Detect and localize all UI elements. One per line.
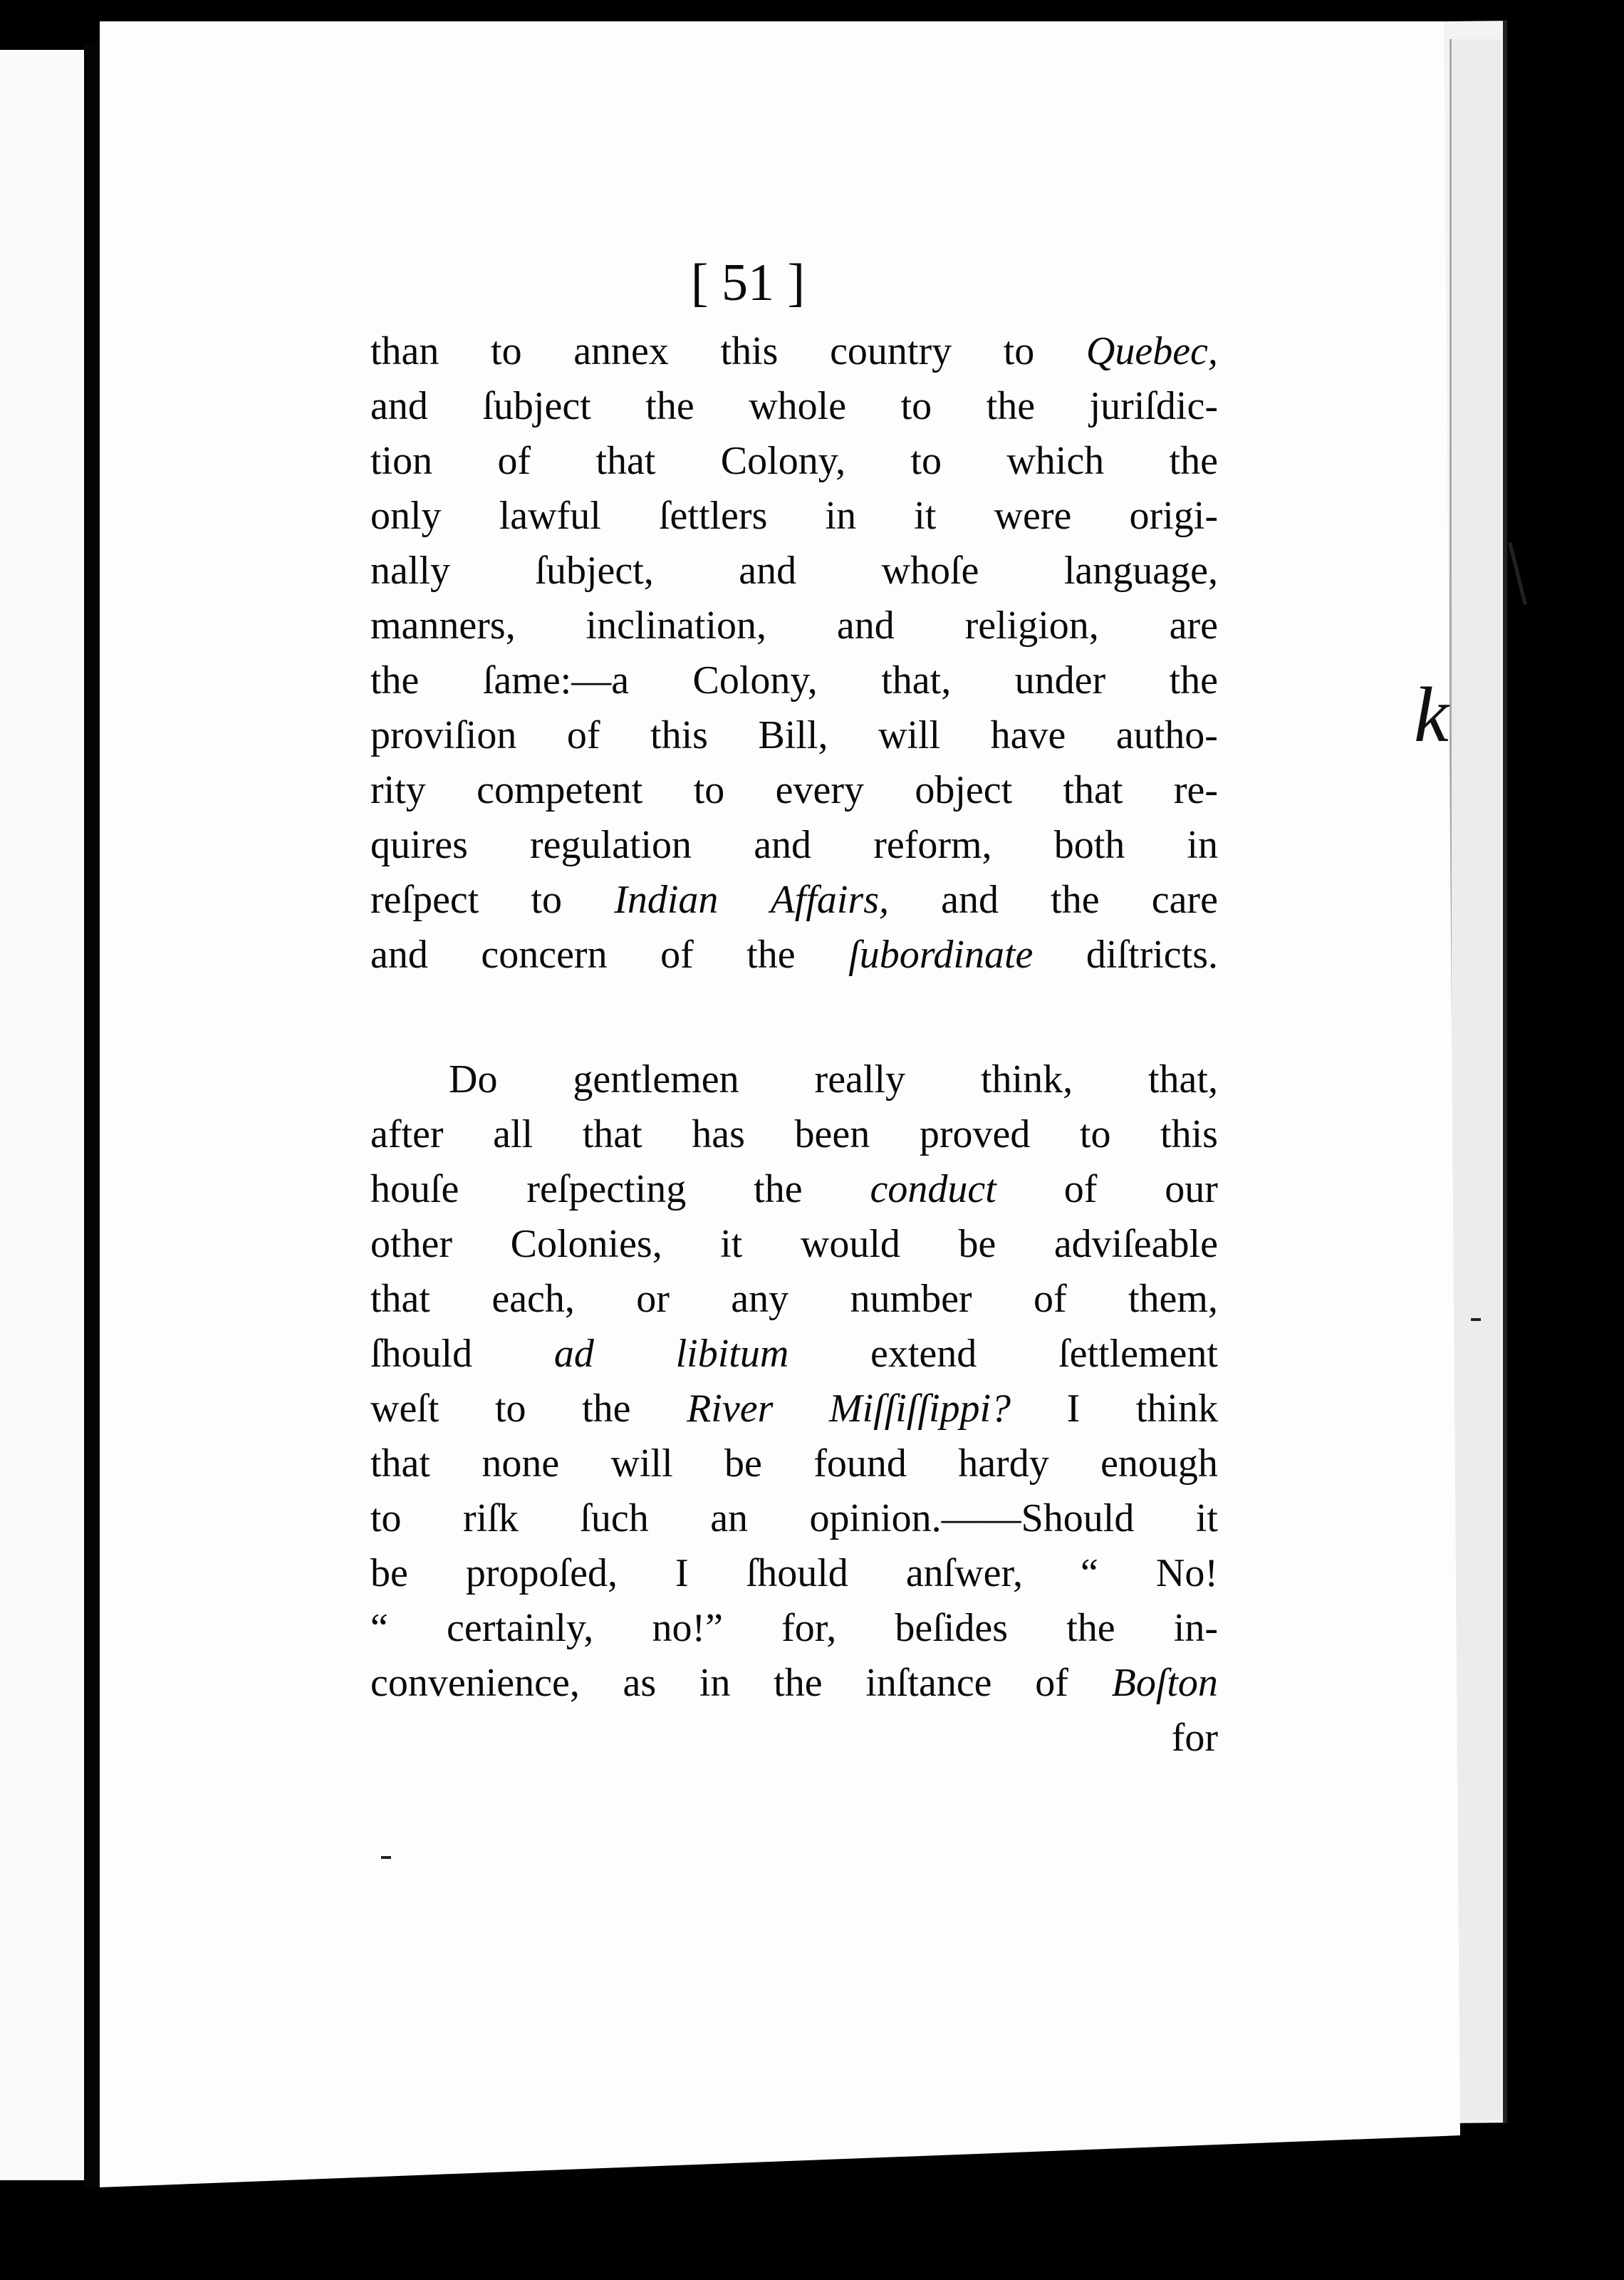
word: manners, — [370, 603, 516, 648]
text-line — [370, 598, 1218, 653]
word: to — [1003, 329, 1035, 373]
word: the — [1051, 878, 1100, 922]
word: enough — [1100, 1441, 1218, 1486]
word: the — [754, 1167, 803, 1211]
word: for, — [781, 1606, 837, 1650]
paragraph — [370, 1052, 1218, 1711]
word: Colonies, — [510, 1222, 662, 1266]
word: that — [370, 1441, 430, 1486]
word: religion, — [964, 603, 1099, 648]
word: rity — [370, 768, 426, 812]
text-line — [370, 1436, 1218, 1491]
word: this — [650, 713, 708, 757]
word: ſuch — [580, 1496, 649, 1540]
word: be — [724, 1441, 762, 1486]
text-line — [370, 1052, 1218, 1107]
word: whoſe — [881, 549, 979, 593]
word: as — [623, 1661, 657, 1705]
word: the — [746, 933, 796, 977]
word: our — [1165, 1167, 1218, 1211]
paragraph — [370, 324, 1218, 983]
text-line — [370, 1601, 1218, 1656]
word: Affairs, — [770, 878, 890, 922]
word: no!” — [652, 1606, 723, 1650]
word: which — [1006, 439, 1105, 483]
word: autho- — [1115, 713, 1218, 757]
word: of — [566, 713, 600, 757]
word: that — [1063, 768, 1123, 812]
word: hardy — [958, 1441, 1049, 1486]
page-number: [ 51 ] — [690, 254, 806, 312]
word: object — [915, 768, 1013, 812]
text-line — [370, 708, 1218, 763]
word: the — [986, 384, 1036, 428]
catchword: for — [1171, 1716, 1218, 1760]
word: inſtance — [865, 1661, 992, 1705]
word: other — [370, 1222, 453, 1266]
word: of — [660, 933, 694, 977]
word: think, — [980, 1057, 1073, 1102]
word: has — [692, 1112, 745, 1156]
word: “ — [1080, 1551, 1098, 1595]
word: are — [1169, 603, 1218, 648]
word: diſtricts. — [1086, 933, 1218, 977]
word: been — [794, 1112, 870, 1156]
word: under — [1014, 658, 1106, 703]
word: only — [370, 494, 442, 538]
word: Bill, — [758, 713, 828, 757]
word: “ — [370, 1606, 388, 1650]
word: Quebec, — [1086, 329, 1218, 373]
word: of — [1033, 1277, 1067, 1321]
word: quires — [370, 823, 468, 867]
word: all — [493, 1112, 533, 1156]
word: this — [1160, 1112, 1218, 1156]
word: concern — [481, 933, 608, 977]
word: Miſſiſſippi? — [828, 1387, 1011, 1431]
word: were — [994, 494, 1072, 538]
word: it — [1195, 1496, 1218, 1540]
word: opinion.——Should — [809, 1496, 1135, 1540]
word: I — [675, 1551, 689, 1595]
word: beſides — [895, 1606, 1009, 1650]
word: the — [582, 1387, 631, 1431]
word: reform, — [873, 823, 992, 867]
word: adviſeable — [1053, 1222, 1218, 1266]
word: be — [370, 1551, 408, 1595]
word: have — [990, 713, 1066, 757]
word: them, — [1128, 1277, 1218, 1321]
text-line — [370, 1491, 1218, 1546]
text-line — [370, 1327, 1218, 1382]
word: the — [1066, 1606, 1115, 1650]
word: tion — [370, 439, 433, 483]
word: weſt — [370, 1387, 439, 1431]
word: in — [699, 1661, 731, 1705]
word: proved — [919, 1112, 1031, 1156]
word: each, — [491, 1277, 575, 1321]
text-line — [370, 653, 1218, 708]
text-line — [370, 489, 1218, 544]
word: No! — [1155, 1551, 1218, 1595]
word: inclination, — [585, 603, 767, 648]
word: both — [1053, 823, 1125, 867]
word: and — [754, 823, 812, 867]
text-line — [370, 1107, 1218, 1162]
word: Colony, — [692, 658, 818, 703]
text-line — [370, 763, 1218, 818]
word: extend — [870, 1332, 977, 1376]
word: juriſdic- — [1089, 384, 1218, 428]
word: the — [774, 1661, 823, 1705]
word: to — [900, 384, 932, 428]
word: to — [491, 329, 522, 373]
word: the — [645, 384, 694, 428]
word: and — [739, 549, 797, 593]
word: anſwer, — [905, 1551, 1023, 1595]
word: think — [1135, 1387, 1218, 1431]
word: and — [836, 603, 895, 648]
margin-tick-mark — [1471, 1318, 1481, 1321]
word: that, — [881, 658, 952, 703]
word: and — [941, 878, 999, 922]
word: in — [825, 494, 857, 538]
text-line — [370, 434, 1218, 489]
word: Boſton — [1111, 1661, 1218, 1705]
text-line — [370, 1162, 1218, 1217]
word: reſpecting — [526, 1167, 687, 1211]
word: and — [370, 384, 428, 428]
word: River — [687, 1387, 774, 1431]
word: this — [720, 329, 779, 373]
word: to — [693, 768, 725, 812]
text-line — [370, 324, 1218, 379]
word: to — [531, 878, 563, 922]
word: in- — [1173, 1606, 1218, 1650]
text-line — [370, 1656, 1218, 1711]
word: ſubject — [482, 384, 591, 428]
word: origi- — [1129, 494, 1218, 538]
word: in — [1187, 823, 1218, 867]
word: found — [813, 1441, 907, 1486]
word: to — [910, 439, 942, 483]
word: country — [830, 329, 952, 373]
word: ad — [553, 1332, 594, 1376]
word: gentlemen — [573, 1057, 739, 1102]
margin-mark: k — [1414, 671, 1449, 758]
paragraph-gap — [370, 983, 1218, 1052]
word: competent — [477, 768, 643, 812]
word: that — [370, 1277, 430, 1321]
word: be — [958, 1222, 996, 1266]
word: any — [731, 1277, 789, 1321]
text-line — [370, 1382, 1218, 1436]
body-text — [370, 324, 1218, 1766]
word: of — [1063, 1167, 1098, 1211]
word: reſpect — [370, 878, 479, 922]
word: conduct — [870, 1167, 996, 1211]
word: after — [370, 1112, 444, 1156]
word: houſe — [370, 1167, 459, 1211]
word: ſettlers — [658, 494, 768, 538]
word: convenience, — [370, 1661, 580, 1705]
word: than — [370, 329, 439, 373]
word: lawful — [499, 494, 601, 538]
word: I — [1066, 1387, 1081, 1431]
word: the — [1169, 439, 1218, 483]
word: that — [595, 439, 656, 483]
word: proviſion — [370, 713, 517, 757]
word: re- — [1173, 768, 1218, 812]
word: ſubordinate — [848, 933, 1034, 977]
text-line — [370, 873, 1218, 928]
word: certainly, — [447, 1606, 594, 1650]
text-line — [370, 1217, 1218, 1272]
word: every — [775, 768, 864, 812]
word: regulation — [530, 823, 692, 867]
text-line — [370, 1272, 1218, 1327]
word: to — [370, 1496, 402, 1540]
word: Indian — [614, 878, 719, 922]
word: it — [720, 1222, 743, 1266]
word: none — [482, 1441, 560, 1486]
word: Colony, — [720, 439, 846, 483]
word: to — [1079, 1112, 1111, 1156]
word: the — [370, 658, 420, 703]
word: nally — [370, 549, 450, 593]
word: number — [850, 1277, 972, 1321]
word: that — [582, 1112, 642, 1156]
word: will — [878, 713, 941, 757]
text-line — [370, 1546, 1218, 1601]
binding-gutter — [84, 43, 100, 2187]
text-line — [370, 928, 1218, 983]
word: or — [636, 1277, 670, 1321]
word: will — [610, 1441, 673, 1486]
word: that, — [1148, 1057, 1218, 1102]
word: it — [914, 494, 937, 538]
word: ſhould — [746, 1551, 848, 1595]
word: to — [494, 1387, 526, 1431]
word: would — [800, 1222, 900, 1266]
margin-tick-mark — [1508, 542, 1527, 606]
word: really — [814, 1057, 906, 1102]
word: the — [1169, 658, 1218, 703]
text-line — [370, 544, 1218, 598]
word: riſk — [463, 1496, 519, 1540]
word: language, — [1063, 549, 1218, 593]
word: ſhould — [370, 1332, 473, 1376]
text-line — [370, 379, 1218, 434]
word: libitum — [675, 1332, 789, 1376]
word: of — [1035, 1661, 1068, 1705]
word: ſame:—a — [482, 658, 630, 703]
word: whole — [749, 384, 847, 428]
word: annex — [573, 329, 669, 373]
word: of — [497, 439, 531, 483]
word: and — [370, 933, 428, 977]
word: propoſed, — [465, 1551, 618, 1595]
word: ſubject, — [535, 549, 654, 593]
word: an — [710, 1496, 749, 1540]
margin-tick-mark — [381, 1856, 391, 1859]
text-line — [370, 818, 1218, 873]
word: Do — [449, 1057, 498, 1102]
word: ſettlement — [1058, 1332, 1218, 1376]
word: care — [1151, 878, 1218, 922]
